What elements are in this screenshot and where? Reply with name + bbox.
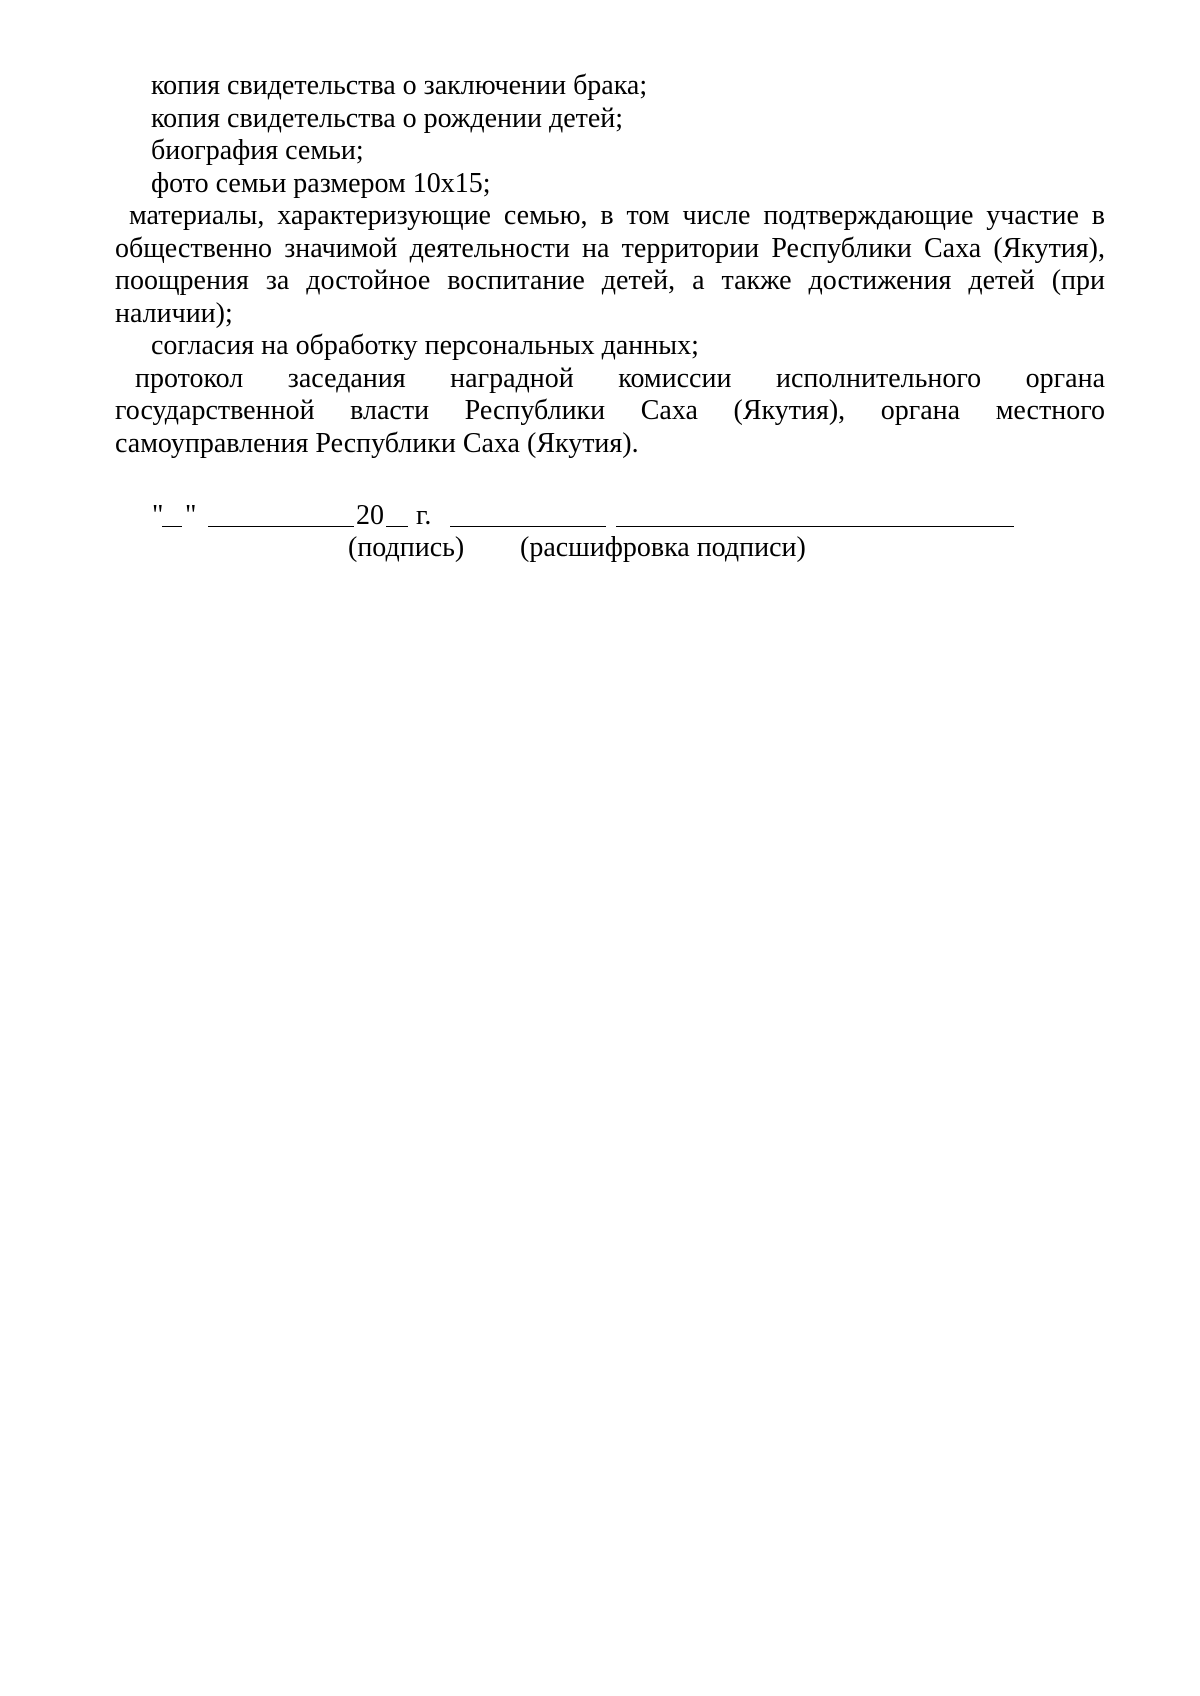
list-item: согласия на обработку персональных данных; [151,330,699,361]
day-blank [162,500,182,535]
month-blank [208,500,354,535]
list-item: биография семьи; [151,135,364,166]
decoding-caption: (расшифровка подписи) [520,532,806,563]
date-close-quote: " [185,500,197,531]
list-item: копия свидетельства о рождении детей; [151,102,624,134]
date-open-quote: " [152,500,164,531]
decoding-blank [616,500,1014,535]
list-item: протокол заседания наградной комиссии исполнительного органа государственной власти Республики Саха (Якутия), органа местного самоуправления Республики Саха (Якутия). [115,362,1105,459]
list-item: материалы, характеризующие семью, в том числе подтверждающие участие в общественно значимой деятельности на территории Республики Саха (Якутия), поощрения за достойное воспитание детей, а также достижения детей (при наличии); [115,200,1105,329]
list-item: копия свидетельства о заключении брака; [151,70,648,101]
year-suffix: г. [416,500,432,531]
signature-caption: (подпись) [348,532,465,563]
list-item: фото семьи размером 10х15; [151,167,491,199]
year-prefix: 20 [356,500,384,531]
signature-captions [152,532,1072,564]
signature-blank [450,500,606,535]
year-blank [386,500,408,535]
signature-line [152,500,1072,532]
signature-block [152,500,1072,564]
document-body [115,70,1105,460]
